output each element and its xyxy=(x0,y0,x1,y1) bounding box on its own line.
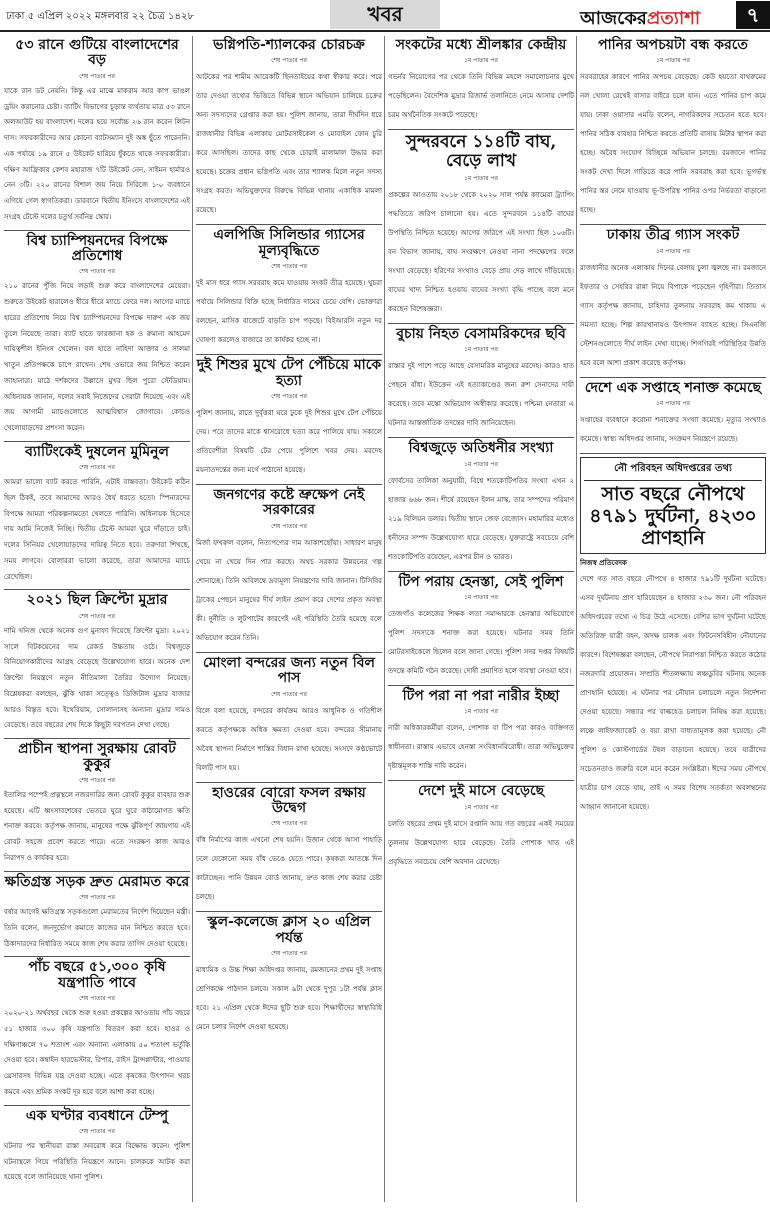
story-body: মির্জা ফখরুল বলেন, নিত্যপণ্যের দাম আকাশছোঁয়া। সাধারণ মানুষ খেয়ে না খেয়ে দিন পার করছে। অথচ সরকার উন্নয়নের গল্প শোনাচ্ছে। তিনি অবিলম্বে দ্রব্যমূল্য নিয়ন্ত্রণের দাবি জানান। টিসিবির ট্রাকের পেছনে মানুষের দীর্ঘ লাইন প্রমাণ করে দেশের প্রকৃত অবস্থা কী। দুর্নীতি ও লুটপাটের কারণেই এই পরিস্থিতি তৈরি হয়েছে বলে অভিযোগ করেন তিনি। xyxy=(196,538,382,642)
continued-from: শেষ পাতার পর xyxy=(79,72,115,80)
story-body: গভর্নর নিয়োগের পর থেকে তিনি বিভিন্ন মহলে সমালোচনার মুখে পড়েছিলেন। বৈদেশিক মুদ্রার রিজার্ভ তলানিতে নেমে আসায় দেশটি চরম অর্থনৈতিক সংকটে পড়েছে। xyxy=(388,73,574,120)
news-story xyxy=(196,38,382,220)
news-story xyxy=(388,689,574,776)
story-headline: সাত বছরে নৌপথে ৪৭৯১ দুর্ঘটনা, ৪২৩০ প্রাণহানি xyxy=(589,483,757,549)
story-body: দামি খনিজ থেকে অনেক গুণ মুনাফা দিয়েছে ক্রিপ্টো মুদ্রা। ২০২১ সালে বিটকয়েনের দাম রেকর্ড উচ্চতায় ওঠে। বিশ্বজুড়ে বিনিয়োগকারীদের আগ্রহ বেড়েছে উল্লেখযোগ্য হারে। অনেক দেশ ক্রিপ্টো নিয়ন্ত্রণে নতুন নীতিমালা তৈরির উদ্যোগ নিয়েছে। বিশ্লেষকরা বলছেন, ঝুঁকি থাকা সত্ত্বেও ডিজিটাল মুদ্রার বাজার আরও বিস্তৃত হবে। ইথেরিয়াম, সোলানাসহ অন্যান্য মুদ্রার দামও বেড়েছে। তবে বছরের শেষ দিকে কিছুটা দরপতন দেখা গেছে। xyxy=(4,626,190,730)
story-headline: ভগ্নিপতি-শ্যালকের চোরচক্র xyxy=(213,37,365,53)
news-story xyxy=(4,1109,190,1187)
story-divider xyxy=(388,129,574,130)
column-4 xyxy=(580,36,766,1202)
continued-from: শেষ পাতার পর xyxy=(271,950,307,958)
story-body: প্রকল্পের আওতায় ২০১৮ থেকে ২০২০ সাল পর্যন্ত ক্যামেরা ট্র্যাপিং পদ্ধতিতে জরিপ চালানো হয়। এতে সুন্দরবনে ১১৪টি বাঘের উপস্থিতি নিশ্চিত হয়েছে। আগের জরিপে এই সংখ্যা ছিল ১০৬টি। বন বিভাগ জানায়, বাঘ সংরক্ষণে নেওয়া নানা পদক্ষেপের ফলে সংখ্যা বেড়েছে। হরিণের সংখ্যাও বেড়ে প্রায় দেড় লাখে দাঁড়িয়েছে। বাঘের খাদ্য নিশ্চিত হওয়ায় বাঘের সংখ্যা বৃদ্ধি পাচ্ছে বলে মনে করছেন বিশেষজ্ঞরা। xyxy=(388,190,574,313)
story-body: ঘটনার পর স্থানীয়রা রাস্তা অবরোধ করে বিক্ষোভ করেন। পুলিশ ঘটনাস্থলে গিয়ে পরিস্থিতি নিয়ন্ত্রণে আনে। চালককে আটক করা হয়েছে বলে জানিয়েছে থানা পুলিশ। xyxy=(4,1141,190,1182)
story-body: ২০২০-২১ অর্থবছর থেকে শুরু হওয়া প্রকল্পের আওতায় পাঁচ বছরে ৫১ হাজার ৩০০ কৃষি যন্ত্রপাতি বিতরণ করা হবে। হাওর ও দক্ষিণাঞ্চলে ৭০ শতাংশ এবং অন্যান্য এলাকায় ৫০ শতাংশ ভর্তুকি দেওয়া হবে। কম্বাইন হারভেস্টার, রিপার, রাইস ট্রান্সপ্লান্টার, পাওয়ার থ্রেসারসহ বিভিন্ন যন্ত্র দেওয়া হচ্ছে। এতে কৃষকের উৎপাদন খরচ কমবে এবং শ্রমিক সংকট দূর হবে বলে আশা করা হচ্ছে। xyxy=(4,1009,190,1096)
story-headline: বিশ্ব চ্যাম্পিয়নদের বিপক্ষে প্রতিশোধ xyxy=(26,232,168,264)
continued-from: ১ম পাতার পর xyxy=(656,57,690,65)
story-headline: প্রাচীন স্থাপনা সুরক্ষায় রোবট কুকুর xyxy=(18,741,176,773)
news-story xyxy=(4,445,190,586)
news-story xyxy=(196,488,382,648)
story-divider xyxy=(4,738,190,739)
column-rule xyxy=(384,36,385,1202)
news-story xyxy=(196,786,382,908)
story-body: রাজধানীর অনেক এলাকায় দিনের বেলায় চুলা জ্বলছে না। রমজানে ইফতার ও সেহরির রান্না নিয়ে বিপাকে পড়েছেন গৃহিণীরা। তিতাস গ্যাস কর্তৃপক্ষ জানায়, চাহিদার তুলনায় সরবরাহ কম থাকায় এ সমস্যা হচ্ছে। শিল্প কারখানায়ও উৎপাদন ব্যাহত হচ্ছে। সিএনজি স্টেশনগুলোতে দীর্ঘ লাইন দেখা যাচ্ছে। শিগগিরই পরিস্থিতির উন্নতি হবে বলে আশা প্রকাশ করেছে কর্তৃপক্ষ। xyxy=(580,263,766,367)
column-rule xyxy=(576,36,577,1202)
story-divider xyxy=(388,685,574,686)
story-body: সপ্তাহের ব্যবধানে করোনা শনাক্তের সংখ্যা কমেছে। মৃত্যুর সংখ্যাও কমেছে। স্বাস্থ্য অধিদপ্তর জানায়, সংক্রমণ নিয়ন্ত্রণে রয়েছে। xyxy=(580,416,766,444)
story-body: পুলিশ জানায়, রাতে দুর্বৃত্তরা ঘরে ঢুকে দুই শিশুর মুখে টেপ পেঁচিয়ে দেয়। পরে তাদের মাকে শ্বাসরোধে হত্যা করে পালিয়ে যায়। সকালে প্রতিবেশীরা বিষয়টি টের পেয়ে পুলিশে খবর দেয়। মরদেহ ময়নাতদন্তের জন্য মর্গে পাঠানো হয়েছে। xyxy=(196,408,382,474)
story-body: ফোর্বসের তালিকা অনুযায়ী, বিশ্বে শতকোটিপতির সংখ্যা এখন ২ হাজার ৬৬৮ জন। শীর্ষে রয়েছেন ইলন মাস্ক, তার সম্পদের পরিমাণ ২১৯ বিলিয়ন ডলার। দ্বিতীয় স্থানে জেফ বেজোস। মহামারির মধ্যেও ধনীদের সম্পদ উল্লেখযোগ্য হারে বেড়েছে। যুক্তরাষ্ট্রে সবচেয়ে বেশি শতকোটিপতি রয়েছেন, এরপর চীন ও ভারত। xyxy=(388,476,574,561)
story-divider xyxy=(388,437,574,438)
story-headline: হাওরের বোরো ফসল রক্ষায় উদ্বেগ xyxy=(212,784,366,816)
section-title: খবর xyxy=(330,0,440,29)
story-body: আটকের পর শামীম আরেকটি ছিনতাইয়ের কথা স্বীকার করে। পরে তার দেওয়া তথ্যের ভিত্তিতে বিভিন্ন স্থানে অভিযান চালিয়ে চক্রের অন্য সদস্যদের গ্রেপ্তার করা হয়। পুলিশ জানায়, তারা দীর্ঘদিন ধরে রাজধানীর বিভিন্ন এলাকায় মোটরসাইকেল ও মোবাইল ফোন চুরি করে আসছিল। তাদের কাছ থেকে চোরাই মালামাল উদ্ধার করা হয়েছে। চক্রের প্রধান ভগ্নিপতি এবং তার শ্যালক মিলে নতুন সদস্য সংগ্রহ করত। অভিযুক্তদের বিরুদ্ধে বিভিন্ন থানায় একাধিক মামলা রয়েছে। xyxy=(196,73,382,215)
story-divider xyxy=(4,441,190,442)
column-3 xyxy=(388,36,574,1202)
issue-date: ঢাকা ৫ এপ্রিল ২০২২ মঙ্গলবার ২২ চৈত্র ১৪২৮ xyxy=(6,11,194,22)
continued-from: শেষ পাতার পর xyxy=(271,392,307,400)
news-story xyxy=(4,742,190,867)
story-body: বর্ষার আগেই ক্ষতিগ্রস্ত সড়কগুলো মেরামতের নির্দেশ দিয়েছেন মন্ত্রী। তিনি বলেন, জনদুর্ভোগ কমাতে কাজের মান নিশ্চিত করতে হবে। ঠিকাদারদের নির্ধারিত সময়ে কাজ শেষ করার তাগিদ দেওয়া হয়েছে। xyxy=(4,908,190,948)
feature-box xyxy=(580,457,766,554)
masthead-logo xyxy=(580,4,700,35)
story-body: দুই মাস ধরে গ্যাস সরবরাহ কমে যাওয়ায় সংকট তীব্র হয়েছে। খুচরা পর্যায়ে সিলিন্ডার বিক্রি হচ্ছে নির্ধারিত দামের চেয়ে বেশি। ভোক্তারা বলছেন, মাসিক বাজেটে বাড়তি চাপ পড়ছে। বিইআরসি নতুন দর ঘোষণা করলেও বাজারে তা কার্যকর হচ্ছে না। xyxy=(196,279,382,345)
news-story xyxy=(388,38,574,125)
story-divider xyxy=(388,323,574,324)
story-headline: পাঁচ বছরে ৫১,৩০০ কৃষি যন্ত্রপাতি পাবে xyxy=(28,959,166,991)
story-divider xyxy=(196,354,382,355)
news-story xyxy=(388,133,574,318)
byline: নিজস্ব প্রতিবেদক xyxy=(580,558,627,567)
story-headline: দেশে এক সপ্তাহে শনাক্ত কমেছে xyxy=(584,379,762,396)
continued-from: ১ম পাতার পর xyxy=(656,400,690,408)
continued-from: শেষ পাতার পর xyxy=(79,268,115,276)
story-headline: বুচায় নিহত বেসামরিকদের ছবি xyxy=(396,325,566,342)
continued-from: ১ম পাতার পর xyxy=(464,346,498,354)
story-body: নারী অধিকারকর্মীরা বলেন, পোশাক বা টিপ পরা কারও ব্যক্তিগত স্বাধীনতা। রাস্তায় এভাবে হেনস্তা সংবিধানবিরোধী। তারা অভিযুক্তের দৃষ্টান্তমূলক শাস্তি দাবি করেন। xyxy=(388,724,574,771)
story-headline: দেশে দুই মাসে বেড়েছে xyxy=(417,783,545,800)
column-rule xyxy=(192,36,193,1202)
news-story xyxy=(388,784,574,871)
continued-from: শেষ পাতার পর xyxy=(79,1127,115,1135)
story-divider xyxy=(196,911,382,912)
story-divider xyxy=(196,484,382,485)
brand-part-a: আজকের xyxy=(580,8,647,29)
story-headline: এক ঘণ্টার ব্যবধানে টেম্পু xyxy=(25,1107,169,1124)
story-divider xyxy=(4,1105,190,1106)
story-headline: স্কুল-কলেজে ক্লাস ২০ এপ্রিল পর্যন্ত xyxy=(207,914,371,946)
news-story xyxy=(580,38,766,220)
story-headline: ২০২১ ছিল ক্রিপ্টো মুদ্রার xyxy=(26,592,168,609)
story-body: আমরা ভালো ব্যাট করতে পারিনি, এটাই বাস্তবতা। উইকেট কঠিন ছিল ঠিকই, তবে আমাদের আরও ধৈর্য ধরতে হতো। স্পিনারদের বিপক্ষে আমরা পরিকল্পনামতো খেলতে পারিনি। অধিনায়ক হিসেবে দায় আমি নিজেই নিচ্ছি। দ্বিতীয় টেস্টে আমরা ঘুরে দাঁড়াতে চাই। দলের সিনিয়র খেলোয়াড়দের দায়িত্ব নিতে হবে। তরুণরা শিখছে, সময় লাগবে। বোলাররা ভালো করেছে, তারা আমাদের ম্যাচে রেখেছিল। xyxy=(4,478,190,581)
continued-from: ১ম পাতার পর xyxy=(464,708,498,716)
column-2 xyxy=(196,36,382,1202)
news-story xyxy=(4,234,190,437)
story-divider xyxy=(4,589,190,590)
story-divider xyxy=(388,780,574,781)
news-story xyxy=(4,875,190,953)
continued-from: শেষ পাতার পর xyxy=(79,776,115,784)
story-headline: সংকটের মধ্যে শ্রীলঙ্কার কেন্দ্রীয় xyxy=(395,37,567,53)
story-divider xyxy=(580,224,766,225)
news-story xyxy=(4,38,190,226)
story-divider xyxy=(4,956,190,957)
continued-from: শেষ পাতার পর xyxy=(271,522,307,530)
continued-from: শেষ পাতার পর xyxy=(79,995,115,1003)
news-story xyxy=(580,457,766,817)
continued-from: শেষ পাতার পর xyxy=(79,464,115,472)
story-divider xyxy=(196,652,382,653)
story-kicker: নৌ পরিবহন অধিদপ্তরের তথ্য xyxy=(584,461,762,481)
continued-from: ১ম পাতার পর xyxy=(656,247,690,255)
story-body: ২১০ রানের পুঁজি নিয়ে লড়াই শুরু করে বাংলাদেশের মেয়েরা। শুরুতে উইকেট হারালেও ধীরে ধীরে ম্যাচে ফেরে দল। আগের ম্যাচে হারের প্রতিশোধ নিয়ে বিশ্ব চ্যাম্পিয়নদের বিপক্ষে দারুণ এক জয় তুলে নিয়েছে তারা। ব্যাট হাতে ফারজানা হক ও রুমানা আহমেদ দায়িত্বশীল ইনিংস খেলেন। বল হাতে নাহিদা আক্তার ও সালমা খাতুন প্রতিপক্ষকে চাপে রাখেন। শেষ ওভারে জয় নিশ্চিত করেন জাহানারা। মাঠে দর্শকদের উল্লাসে মুখর ছিল পুরো স্টেডিয়াম। অধিনায়ক জানান, দলের সবাই নিজেদের সেরাটা দিয়েছে এবং এই জয় আগামী ম্যাচগুলোতে আত্মবিশ্বাস জোগাবে। কোচও খেলোয়াড়দের প্রশংসা করেন। xyxy=(4,282,190,433)
news-story xyxy=(580,228,766,372)
news-story xyxy=(580,381,766,449)
story-body: চলতি বছরের প্রথম দুই মাসে রপ্তানি আয় গত বছরের একই সময়ের তুলনায় উল্লেখযোগ্য হারে বেড়েছে। তৈরি পোশাক খাত এই প্রবৃদ্ধিতে সবচেয়ে বেশি অবদান রেখেছে। xyxy=(388,819,574,866)
story-body: ইতালির পম্পেই প্রত্নস্থলে নজরদারির জন্য রোবট কুকুর ব্যবহার শুরু হয়েছে। এটি ধ্বংসাবশেষের ভেতরে ঘুরে ঘুরে কাঠামোগত ক্ষতি শনাক্ত করবে। কর্তৃপক্ষ জানায়, মানুষের পক্ষে ঝুঁকিপূর্ণ জায়গায় এই রোবট সহজে প্রবেশ করতে পারে। এতে সংরক্ষণ কাজ আরও নিরাপদ ও কার্যকর হবে। xyxy=(4,790,190,862)
story-body: মাধ্যমিক ও উচ্চ শিক্ষা অধিদপ্তর জানায়, রমজানের প্রথম দুই সপ্তাহ শ্রেণিকক্ষে পাঠদান চলবে। সকাল ৯টা থেকে দুপুর ১টা পর্যন্ত ক্লাস হবে। ২১ এপ্রিল থেকে ঈদের ছুটি শুরু হবে। শিক্ষার্থীদের স্বাস্থ্যবিধি মেনে চলার নির্দেশ দেওয়া হয়েছে। xyxy=(196,966,382,1032)
news-story xyxy=(196,915,382,1037)
story-headline: টিপ পরায় হেনস্তা, সেই পুলিশ xyxy=(398,573,564,590)
page-number: ৭ xyxy=(736,1,770,29)
news-story xyxy=(388,327,574,433)
continued-from: ১ম পাতার পর xyxy=(464,57,498,65)
story-headline: পানির অপচয়টা বন্ধ করতে xyxy=(598,37,748,53)
story-body: দেশে গত সাত বছরে নৌপথে ৪ হাজার ৭৯১টি দুর্ঘটনা ঘটেছে। এসব দুর্ঘটনায় প্রাণ হারিয়েছেন ৪ হাজার ২৩০ জন। নৌ পরিবহন অধিদপ্তরের তথ্যে এ চিত্র উঠে এসেছে। বেশির ভাগ দুর্ঘটনা ঘটেছে অতিরিক্ত যাত্রী বহন, অদক্ষ চালক এবং ফিটনেসবিহীন নৌযানের কারণে। বিশেষজ্ঞরা বলছেন, নৌপথে নিরাপত্তা নিশ্চিত করতে কঠোর নজরদারি প্রয়োজন। সম্প্রতি শীতলক্ষ্যায় লঞ্চডুবির ঘটনায় অনেক প্রাণহানি হয়েছে। এ ঘটনার পর নৌযান চলাচলে নতুন নির্দেশনা দেওয়া হয়েছে। সন্ধ্যার পর বাল্কহেড চলাচল নিষিদ্ধ করা হয়েছে। লঞ্চে লাইফজ্যাকেট ও বয়া রাখা বাধ্যতামূলক করা হয়েছে। নৌ পুলিশ ও কোস্টগার্ডের টহল বাড়ানো হয়েছে। তবে যাত্রীদের সচেতনতাও জরুরি বলে মনে করেন সংশ্লিষ্টরা। ঈদের সময় নৌপথে যাত্রীর চাপ বেড়ে যায়, তাই এ সময় বিশেষ সতর্কতা অবলম্বনের আহ্বান জানানো হয়েছে। xyxy=(580,574,766,811)
page-header xyxy=(0,0,770,32)
story-divider xyxy=(196,782,382,783)
news-story xyxy=(388,575,574,681)
story-headline: মোংলা বন্দরের জন্য নতুন বিল পাস xyxy=(203,654,375,687)
story-divider xyxy=(196,224,382,225)
story-headline: দুই শিশুর মুখে টেপ পেঁচিয়ে মাকে হত্যা xyxy=(196,357,382,389)
story-headline: সুন্দরবনে ১১৪টি বাঘ, বেড়ে লাখ xyxy=(405,132,557,172)
continued-from: শেষ পাতার পর xyxy=(271,263,307,271)
brand-part-b: প্রত্যাশা xyxy=(646,8,701,29)
continued-from: ১ম পাতার পর xyxy=(464,174,498,182)
story-headline: ব্যাটিংকেই দুষলেন মুমিনুল xyxy=(25,443,169,460)
story-divider xyxy=(4,230,190,231)
news-story xyxy=(4,593,190,734)
story-headline: ক্ষতিগ্রস্ত সড়ক দ্রুত মেরামত করে xyxy=(4,873,190,890)
continued-from: ১ম পাতার পর xyxy=(464,803,498,811)
continued-from: শেষ পাতার পর xyxy=(79,894,115,902)
continued-from: ১ম পাতার পর xyxy=(464,593,498,601)
continued-from: শেষ পাতার পর xyxy=(271,690,307,698)
news-story xyxy=(196,228,382,350)
news-story xyxy=(196,358,382,480)
news-story xyxy=(388,441,574,566)
story-body: যাকে রান ডট নেয়নি। কিন্তু এর মাঝে মাকরাম আর কাপ ভাঙল ড্রয়িং করানোর চেষ্টা। ব্যাটিং বিভাগের চূড়ান্ত ব্যর্থতায় মাত্র ৫৩ রানে অলআউট হয় বাংলাদেশ। দলের হয়ে সর্বোচ্চ ২৬ রান করেন লিটন দাস। সফরকারীদের আর কোনো ব্যাটসম্যান দুই অঙ্ক ছুঁতে পারেননি। এক পর্যায়ে ১৯ রানে ৫ উইকেট হারিয়ে ধুঁকতে থাকে সফরকারীরা। দক্ষিণ আফ্রিকার কেশব মহারাজ ৭টি উইকেট নেন, সাইমন হার্মারও নেন ৩টি। ২২০ রানের বিশাল জয় নিয়ে সিরিজে ১-০ ব্যবধানে এগিয়ে গেল স্বাগতিকরা। ডারবানে দ্বিতীয় ইনিংসে বাংলাদেশের এই সংগ্রহ টেস্টে দলের চতুর্থ সর্বনিম্ন স্কোর। xyxy=(4,86,190,221)
story-divider xyxy=(580,453,766,454)
story-body: বিলে বলা হয়েছে, বন্দরের কার্যক্রম আরও আধুনিক ও গতিশীল করতে কর্তৃপক্ষকে অধিক ক্ষমতা দেওয়া হবে। বন্দরের সীমানায় অবৈধ স্থাপনা নির্মাণে শাস্তির বিধান রাখা হয়েছে। সংসদে কণ্ঠভোটে বিলটি পাস হয়। xyxy=(196,706,382,772)
story-body: তেজগাঁও কলেজের শিক্ষক লতা সমাদ্দারকে হেনস্তার অভিযোগে পুলিশ সদস্যকে শনাক্ত করা হয়েছে। ঘটনার সময় তিনি মোটরসাইকেলে ছিলেন বলে জানা গেছে। পুলিশ সদর দপ্তর বিষয়টি তদন্তে কমিটি গঠন করেছে। দোষী প্রমাণিত হলে ব্যবস্থা নেওয়া হবে। xyxy=(388,609,574,675)
news-story xyxy=(196,656,382,778)
story-headline: বিশ্বজুড়ে অতিধনীর সংখ্যা xyxy=(408,440,554,457)
story-divider xyxy=(4,871,190,872)
story-divider xyxy=(580,377,766,378)
column-1 xyxy=(4,36,190,1202)
story-body: রাস্তার দুই পাশে পড়ে আছে বেসামরিক মানুষের মরদেহ। কারও হাত পেছনে বাঁধা। ইউক্রেন এই হত্যাকাণ্ডের জন্য রুশ সেনাদের দায়ী করেছে। তবে মস্কো অভিযোগ অস্বীকার করেছে। পশ্চিমা নেতারা এ ঘটনার আন্তর্জাতিক তদন্তের দাবি জানিয়েছেন। xyxy=(388,362,574,428)
continued-from: শেষ পাতার পর xyxy=(271,820,307,828)
story-headline: জনগণের কষ্টে ভ্রুক্ষেপ নেই সরকারের xyxy=(213,486,365,519)
story-headline: ঢাকায় তীব্র গ্যাস সংকট xyxy=(606,227,740,244)
news-story xyxy=(4,960,190,1100)
story-divider xyxy=(388,571,574,572)
continued-from: শেষ পাতার পর xyxy=(79,612,115,620)
story-headline: টিপ পরা না পরা নারীর ইচ্ছা xyxy=(402,687,560,704)
continued-from: শেষ পাতার পর xyxy=(271,57,307,65)
story-body: বাঁধ নির্মাণের কাজ এখনো শেষ হয়নি। উজান থেকে আসা পাহাড়ি ঢলে যেকোনো সময় বাঁধ ভেঙে যেতে পারে। কৃষকরা আতঙ্কে দিন কাটাচ্ছেন। পানি উন্নয়ন বোর্ড জানায়, দ্রুত কাজ শেষ করার চেষ্টা চলছে। xyxy=(196,836,382,902)
story-body: সরবরাহের কারণে পানির অপচয় বেড়েছে। কেউ হয়তো বাথরুমের নল খোলা রেখেই বাসার বাইরে চলে যান। এতে পানির চাপ কমে যায়। ঢাকা ওয়াসার এমডি বলেন, নাগরিকদের সচেতন হতে হবে। পানির সঠিক ব্যবহার নিশ্চিত করতে প্রতিটি বাসায় মিটার স্থাপন করা হচ্ছে। অবৈধ সংযোগ বিচ্ছিন্নে অভিযান চলছে। রমজানে পানির সংকট দেখা দিলে গাড়িতে করে পানি সরবরাহ করা হবে। ভূগর্ভস্থ পানির স্তর নেমে যাওয়ায় ভূ-উপরিস্থ পানির ওপর নির্ভরতা বাড়ানো হচ্ছে। xyxy=(580,73,766,215)
continued-from: ১ম পাতার পর xyxy=(464,460,498,468)
story-headline: এলপিজি সিলিন্ডার গ্যাসের মূল্যবৃদ্ধিতে xyxy=(213,227,365,259)
story-headline: ৫৩ রানে গুটিয়ে বাংলাদেশের বড় xyxy=(15,37,179,69)
